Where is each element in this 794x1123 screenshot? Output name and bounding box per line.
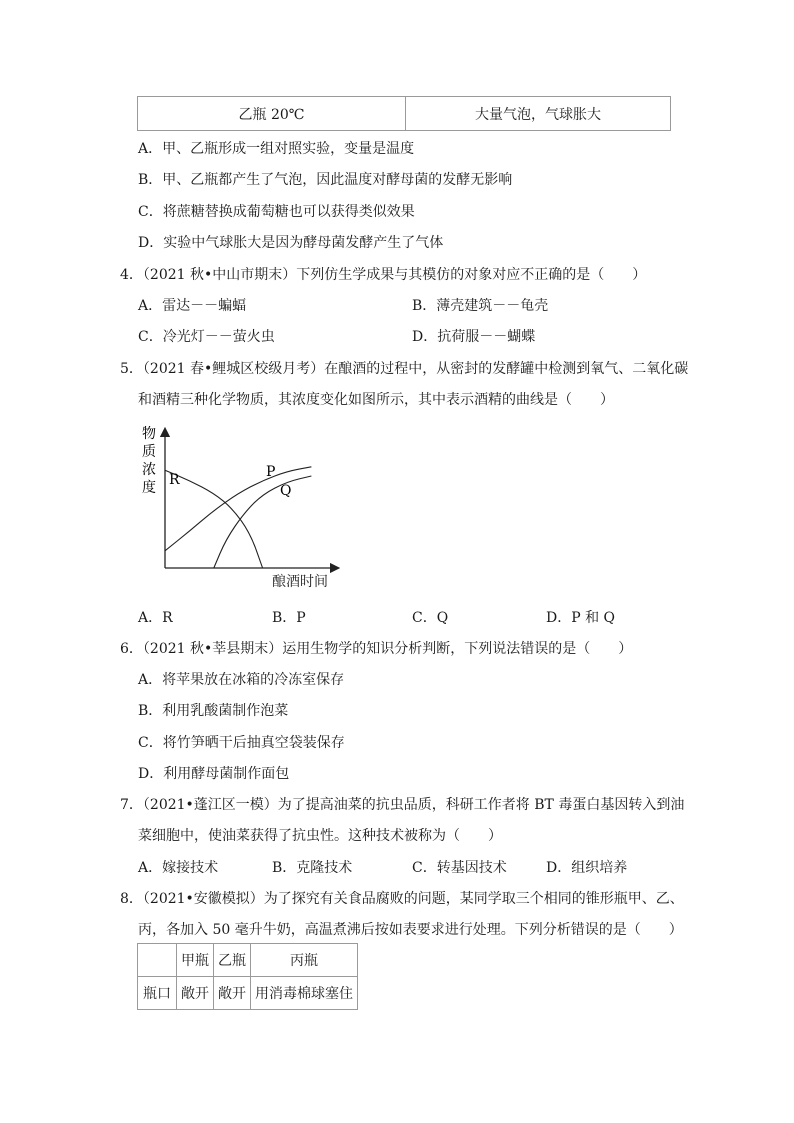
y-label-char-1: 质	[142, 444, 156, 460]
y-label-char-0: 物	[142, 426, 156, 442]
table-row	[138, 97, 671, 131]
q4-option-d[interactable]: D．抗荷服－－蝴蝶	[412, 329, 536, 345]
table-cell: 大量气泡，气球胀大	[406, 97, 671, 131]
q6-option-b[interactable]: B．利用乳酸菌制作泡菜	[138, 703, 289, 719]
q3-option-a[interactable]: A．甲、乙瓶形成一组对照实验，变量是温度	[138, 141, 415, 157]
table-cell: 甲瓶	[177, 944, 214, 977]
table-cell: 乙瓶	[214, 944, 251, 977]
table-row	[138, 977, 358, 1010]
q8-stem-line2: 丙，各加入 50 毫升牛奶，高温煮沸后按如表要求进行处理。下列分析错误的是（ ）	[138, 922, 683, 938]
q4-option-b[interactable]: B．薄壳建筑－－龟壳	[412, 298, 549, 314]
q7-option-c[interactable]: C．转基因技术	[412, 860, 507, 876]
q3-option-b[interactable]: B．甲、乙瓶都产生了气泡，因此温度对酵母菌的发酵无影响	[138, 172, 513, 188]
series-line-R	[165, 470, 263, 568]
experiment-table-continued	[137, 96, 671, 131]
q5-stem-line2: 和酒精三种化学物质，其浓度变化如图所示，其中表示酒精的曲线是（ ）	[138, 392, 614, 408]
table-cell: 用消毒棉球塞住	[251, 977, 358, 1010]
table-cell: 敞开	[177, 977, 214, 1010]
q4-option-a[interactable]: A．雷达－－蝙蝠	[138, 298, 247, 314]
series-label-P: P	[266, 464, 276, 480]
q6-option-d[interactable]: D．利用酵母菌制作面包	[138, 766, 290, 782]
q5-option-a[interactable]: A．R	[138, 610, 173, 626]
series-label-Q: Q	[280, 483, 292, 499]
table-cell: 瓶口	[138, 977, 177, 1010]
table-cell: 敞开	[214, 977, 251, 1010]
q8-stem-line1: 8．（2021•安徽模拟）为了探究有关食品腐败的问题，某同学取三个相同的锥形瓶甲、乙、	[120, 891, 684, 907]
q5-stem-line1: 5．（2021 春•鲤城区校级月考）在酿酒的过程中，从密封的发酵罐中检测到氧气、二氧化碳	[120, 361, 689, 377]
table-cell: 丙瓶	[251, 944, 358, 977]
q7-stem-line2: 菜细胞中，使油菜获得了抗虫性。这种技术被称为（ ）	[138, 828, 502, 844]
q6-option-a[interactable]: A．将苹果放在冰箱的冷冻室保存	[138, 672, 345, 688]
q5-option-b[interactable]: B．P	[272, 610, 306, 626]
q3-option-c[interactable]: C．将蔗糖替换成葡萄糖也可以获得类似效果	[138, 204, 415, 220]
q5-option-c[interactable]: C．Q	[412, 610, 449, 626]
q7-option-d[interactable]: D．组织培养	[546, 860, 628, 876]
q5-option-d[interactable]: D．P 和 Q	[546, 610, 616, 626]
q4-stem: 4．（2021 秋•中山市期末）下列仿生学成果与其模仿的对象对应不正确的是（ ）	[120, 267, 647, 283]
x-axis-label: 酿酒时间	[272, 574, 328, 590]
q7-stem-line1-visible: 7．（2021•蓬江区一模）为了提高油菜的抗虫品质，科研工作者将 BT 毒蛋白基因转入到油	[120, 797, 685, 813]
q4-option-c[interactable]: C．冷光灯－－萤火虫	[138, 329, 275, 345]
q7-option-a[interactable]: A．嫁接技术	[138, 860, 219, 876]
table-cell: 乙瓶 20℃	[138, 97, 406, 131]
q7-option-b[interactable]: B．克隆技术	[272, 860, 353, 876]
series-line-Q	[214, 476, 312, 568]
series-label-R: R	[169, 472, 180, 488]
q6-option-c[interactable]: C．将竹笋晒干后抽真空袋装保存	[138, 735, 345, 751]
y-label-char-3: 度	[142, 480, 156, 496]
q3-option-d[interactable]: D．实验中气球胀大是因为酵母菌发酵产生了气体	[138, 235, 444, 251]
y-label-char-2: 浓	[142, 462, 156, 478]
q6-stem: 6．（2021 秋•莘县期末）运用生物学的知识分析判断，下列说法错误的是（ ）	[120, 641, 633, 657]
table-cell	[138, 944, 177, 977]
bottle-treatment-table	[137, 943, 358, 1010]
table-header-row	[138, 944, 358, 977]
